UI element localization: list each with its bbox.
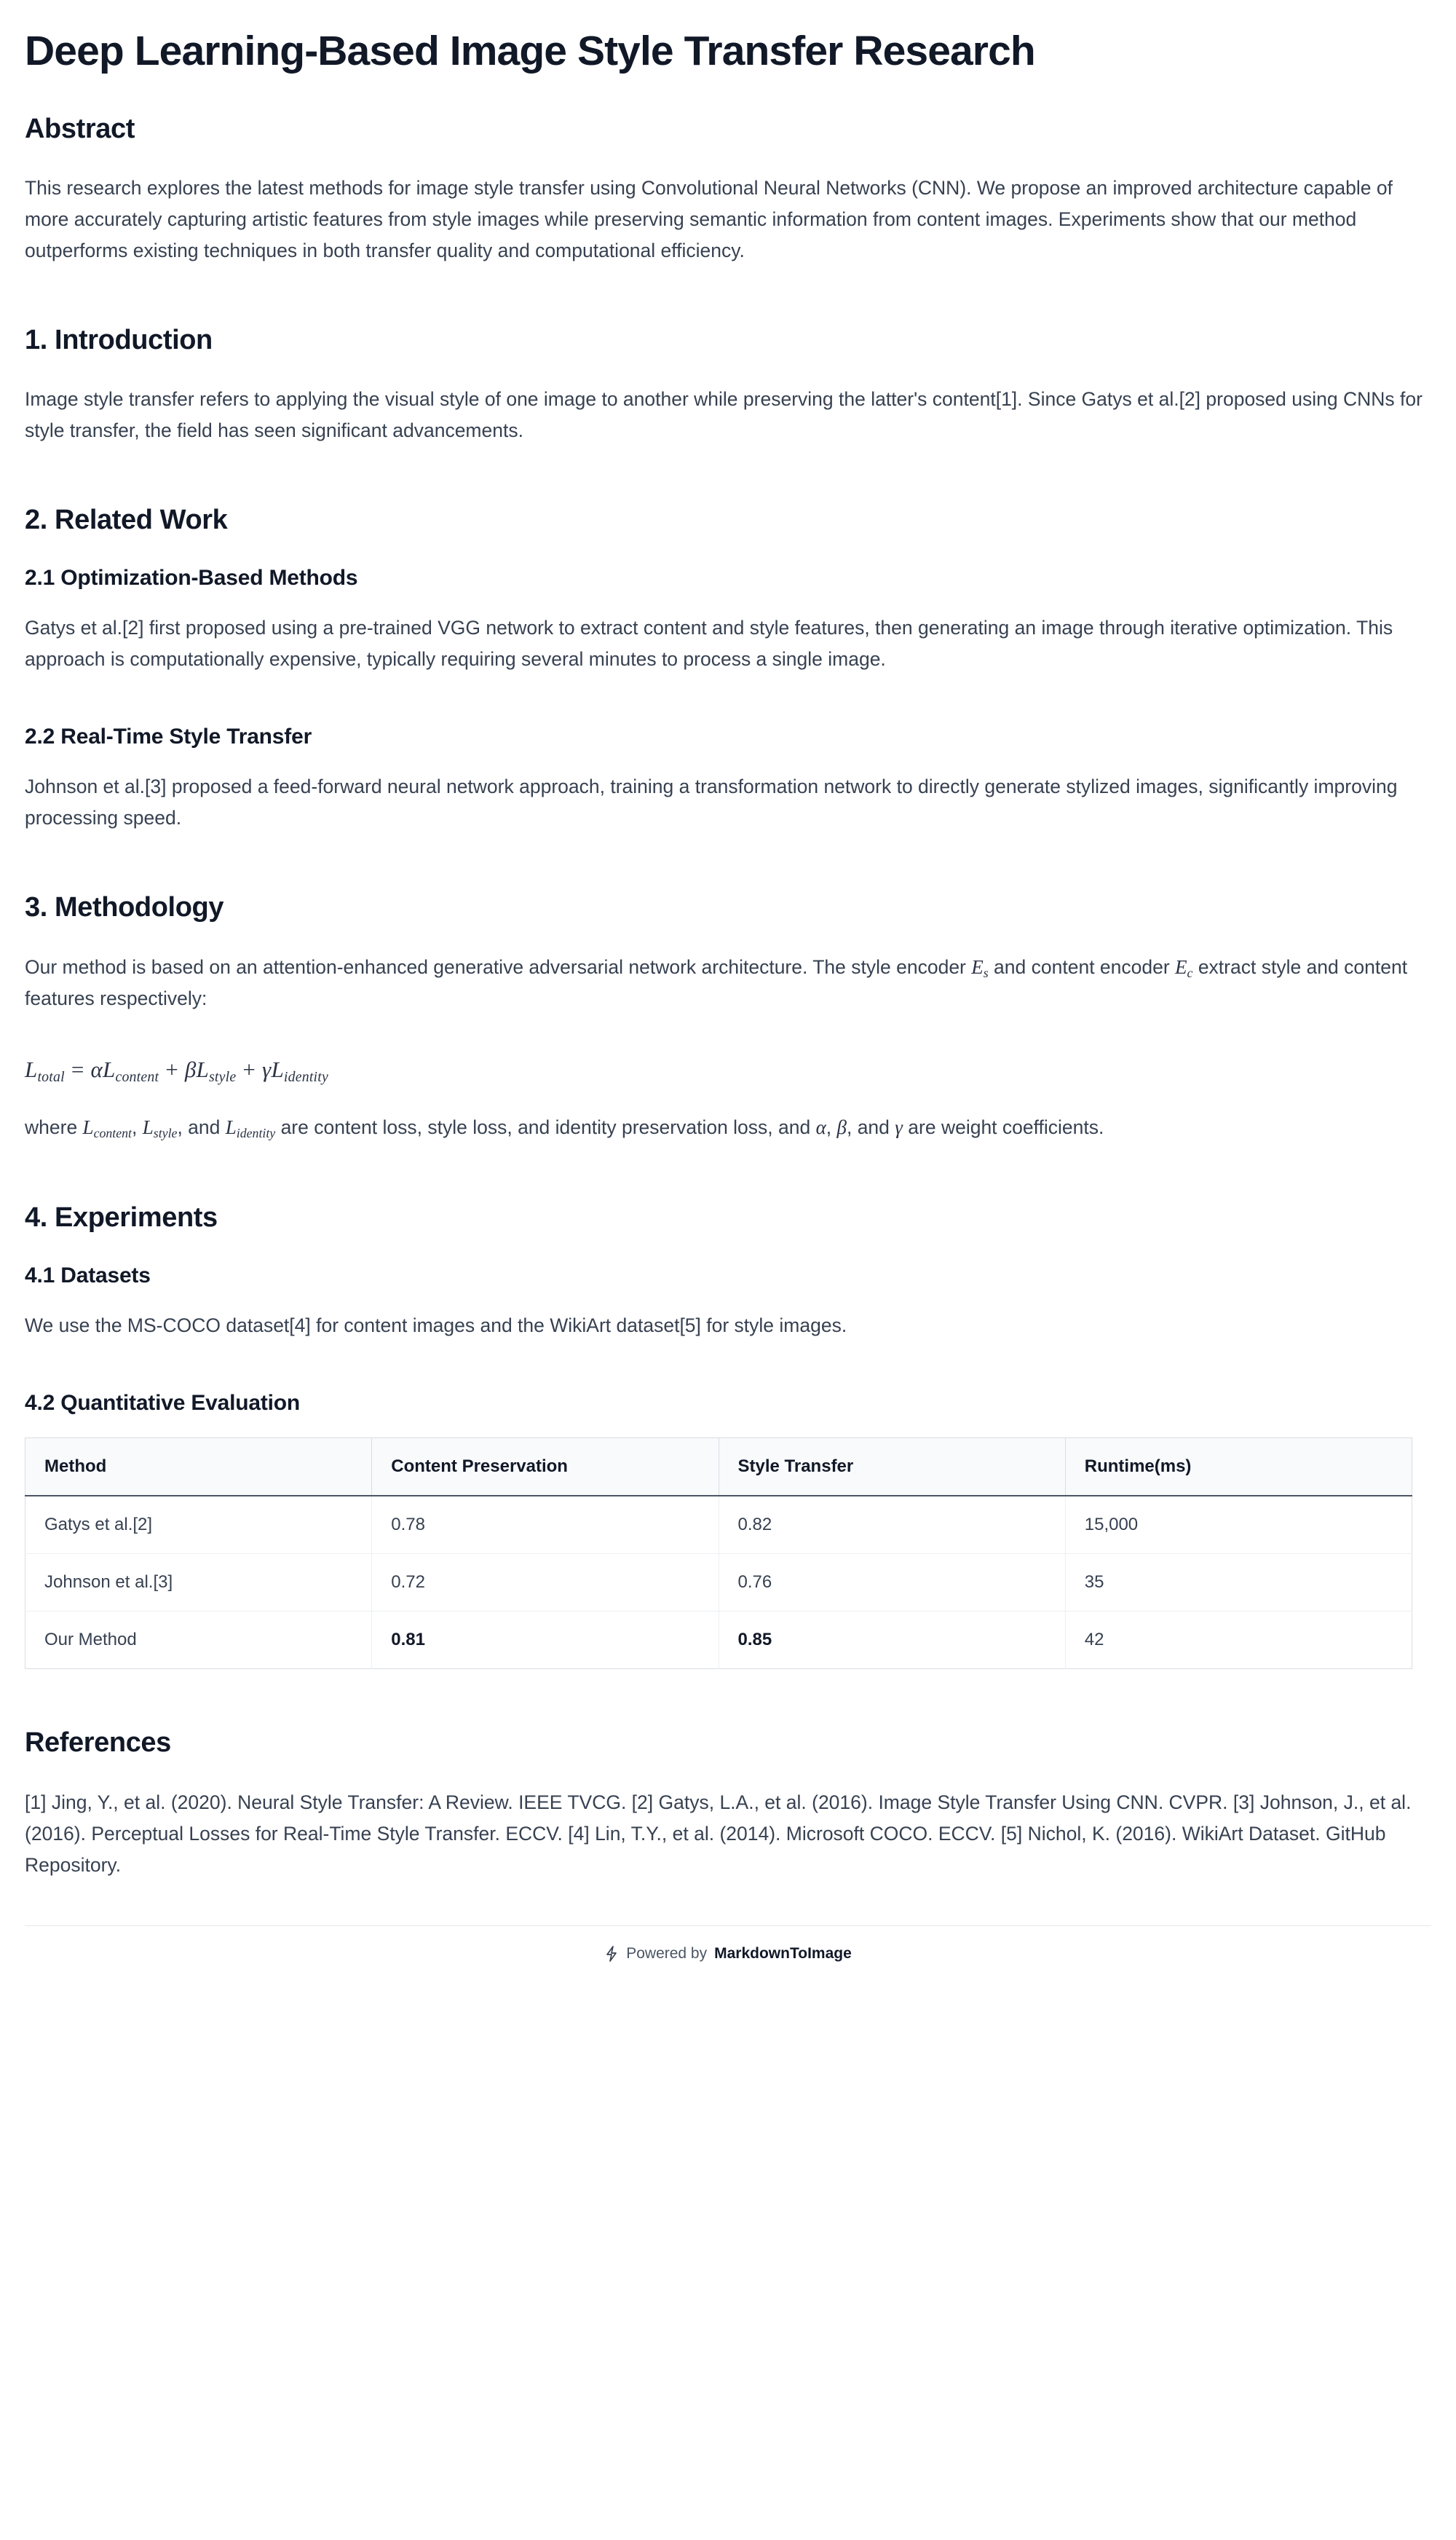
cell-content-preservation: 0.72: [372, 1554, 719, 1612]
where-sep1: ,: [132, 1116, 143, 1139]
where-sep2: , and: [177, 1116, 226, 1139]
where-part2: are content loss, style loss, and identity preservation loss, and: [275, 1116, 816, 1139]
methodology-intro-part3: extract style and content features respectively:: [25, 955, 1408, 1010]
style-encoder-symbol: $E_s$: [971, 955, 989, 980]
section-heading-introduction: 1. Introduction: [25, 324, 213, 355]
cell-style-transfer: 0.76: [719, 1554, 1065, 1612]
loss-content-symbol: $L_{content}$: [82, 1116, 132, 1141]
introduction-paragraph: Image style transfer refers to applying the visual style of one image to another while preserving the latter's content[1]. Since Gatys et al.[2] proposed using CNNs for style transfer, the field has seen significant advancements.: [25, 388, 1423, 442]
cell-runtime: 35: [1065, 1554, 1412, 1612]
comma-2: , and: [846, 1116, 895, 1139]
table-header-row: [25, 1438, 1412, 1496]
page-title: Deep Learning-Based Image Style Transfer Research: [25, 28, 1035, 74]
subsection-heading-optimization-based-methods: 2.1 Optimization-Based Methods: [25, 565, 358, 590]
methodology-where-paragraph: [25, 1112, 1431, 1144]
spacer: [25, 1014, 1431, 1046]
optimization-based-methods-paragraph: Gatys et al.[2] first proposed using a pre-trained VGG network to extract content and style features, then generating an image through iterative optimization. This approach is computationally expensive, typically requiring several minutes to process a single image.: [25, 617, 1393, 670]
beta-symbol: β: [836, 1116, 847, 1139]
gamma-symbol: γ: [895, 1116, 903, 1139]
loss-function-formula: $L_{total} = \alpha L_{content} + \beta L_{style} + \gamma L_{identity}$: [25, 1057, 328, 1086]
section-heading-abstract: Abstract: [25, 113, 135, 144]
page-footer: [25, 1925, 1431, 1980]
cell-method: Johnson et al.[3]: [25, 1554, 372, 1612]
section-heading-related-work: 2. Related Work: [25, 505, 228, 536]
table-row: [25, 1496, 1412, 1554]
subsection-heading-datasets: 4.1 Datasets: [25, 1263, 151, 1287]
section-heading-references: References: [25, 1727, 171, 1759]
cell-style-transfer: 0.82: [719, 1496, 1065, 1554]
table-header-style-transfer: Style Transfer: [719, 1438, 1065, 1496]
footer-brand-name: MarkdownToImage: [714, 1945, 852, 1963]
cell-runtime: 42: [1065, 1612, 1412, 1669]
quantitative-results-table: [25, 1437, 1412, 1669]
cell-style-transfer: 0.85: [719, 1612, 1065, 1669]
table-header-content-preservation: Content Preservation: [372, 1438, 719, 1496]
table-header-method: Method: [25, 1438, 372, 1496]
section-heading-experiments: 4. Experiments: [25, 1202, 218, 1233]
subsection-heading-quantitative-evaluation: 4.2 Quantitative Evaluation: [25, 1390, 301, 1415]
comma-1: ,: [826, 1116, 837, 1139]
cell-method: Gatys et al.[2]: [25, 1496, 372, 1554]
content-encoder-symbol: $E_c$: [1175, 955, 1193, 980]
loss-style-symbol: $L_{style}$: [142, 1116, 178, 1141]
cell-runtime: 15,000: [1065, 1496, 1412, 1554]
table-row: [25, 1554, 1412, 1612]
alpha-symbol: α: [815, 1116, 826, 1139]
references-paragraph: [1] Jing, Y., et al. (2020). Neural Style Transfer: A Review. IEEE TVCG. [2] Gatys, L.A., et al. (2016). Image Style Transfer Using CNN. CVPR. [3] Johnson, J., et al. (2016). Perceptual Losses for Real-Time Style Transfer. ECCV. [4] Lin, T.Y., et al. (2014). Microsoft COCO. ECCV. [5] Nichol, K. (2016). WikiArt Dataset. GitHub Repository.: [25, 1791, 1412, 1876]
cell-method: Our Method: [25, 1612, 372, 1669]
methodology-intro-paragraph: [25, 952, 1431, 1015]
where-part3: are weight coefficients.: [902, 1116, 1104, 1139]
real-time-style-transfer-paragraph: Johnson et al.[3] proposed a feed-forward neural network approach, training a transformation network to directly generate stylized images, significantly improving processing speed.: [25, 776, 1398, 829]
section-heading-methodology: 3. Methodology: [25, 892, 224, 923]
cell-content-preservation: 0.81: [372, 1612, 719, 1669]
cell-content-preservation: 0.78: [372, 1496, 719, 1554]
table-row: [25, 1612, 1412, 1669]
loss-identity-symbol: $L_{identity}$: [225, 1116, 276, 1141]
subsection-heading-real-time-style-transfer: 2.2 Real-Time Style Transfer: [25, 724, 312, 749]
methodology-intro-part1: Our method is based on an attention-enhanced generative adversarial network architecture. The style encoder: [25, 955, 972, 978]
abstract-paragraph: This research explores the latest methods for image style transfer using Convolutional Neural Networks (CNN). We propose an improved architecture capable of more accurately capturing artistic features from style images while preserving semantic information from content images. Experiments show that our method outperforms existing techniques in both transfer quality and computational efficiency.: [25, 177, 1393, 261]
table-header-runtime: Runtime(ms): [1065, 1438, 1412, 1496]
where-part1: where: [25, 1116, 83, 1139]
footer-powered-by-label: Powered by: [626, 1945, 708, 1963]
methodology-intro-part2: and content encoder: [988, 955, 1176, 978]
lightning-bolt-icon: [604, 1945, 619, 1963]
datasets-paragraph: We use the MS-COCO dataset[4] for content images and the WikiArt dataset[5] for style images.: [25, 1314, 847, 1336]
